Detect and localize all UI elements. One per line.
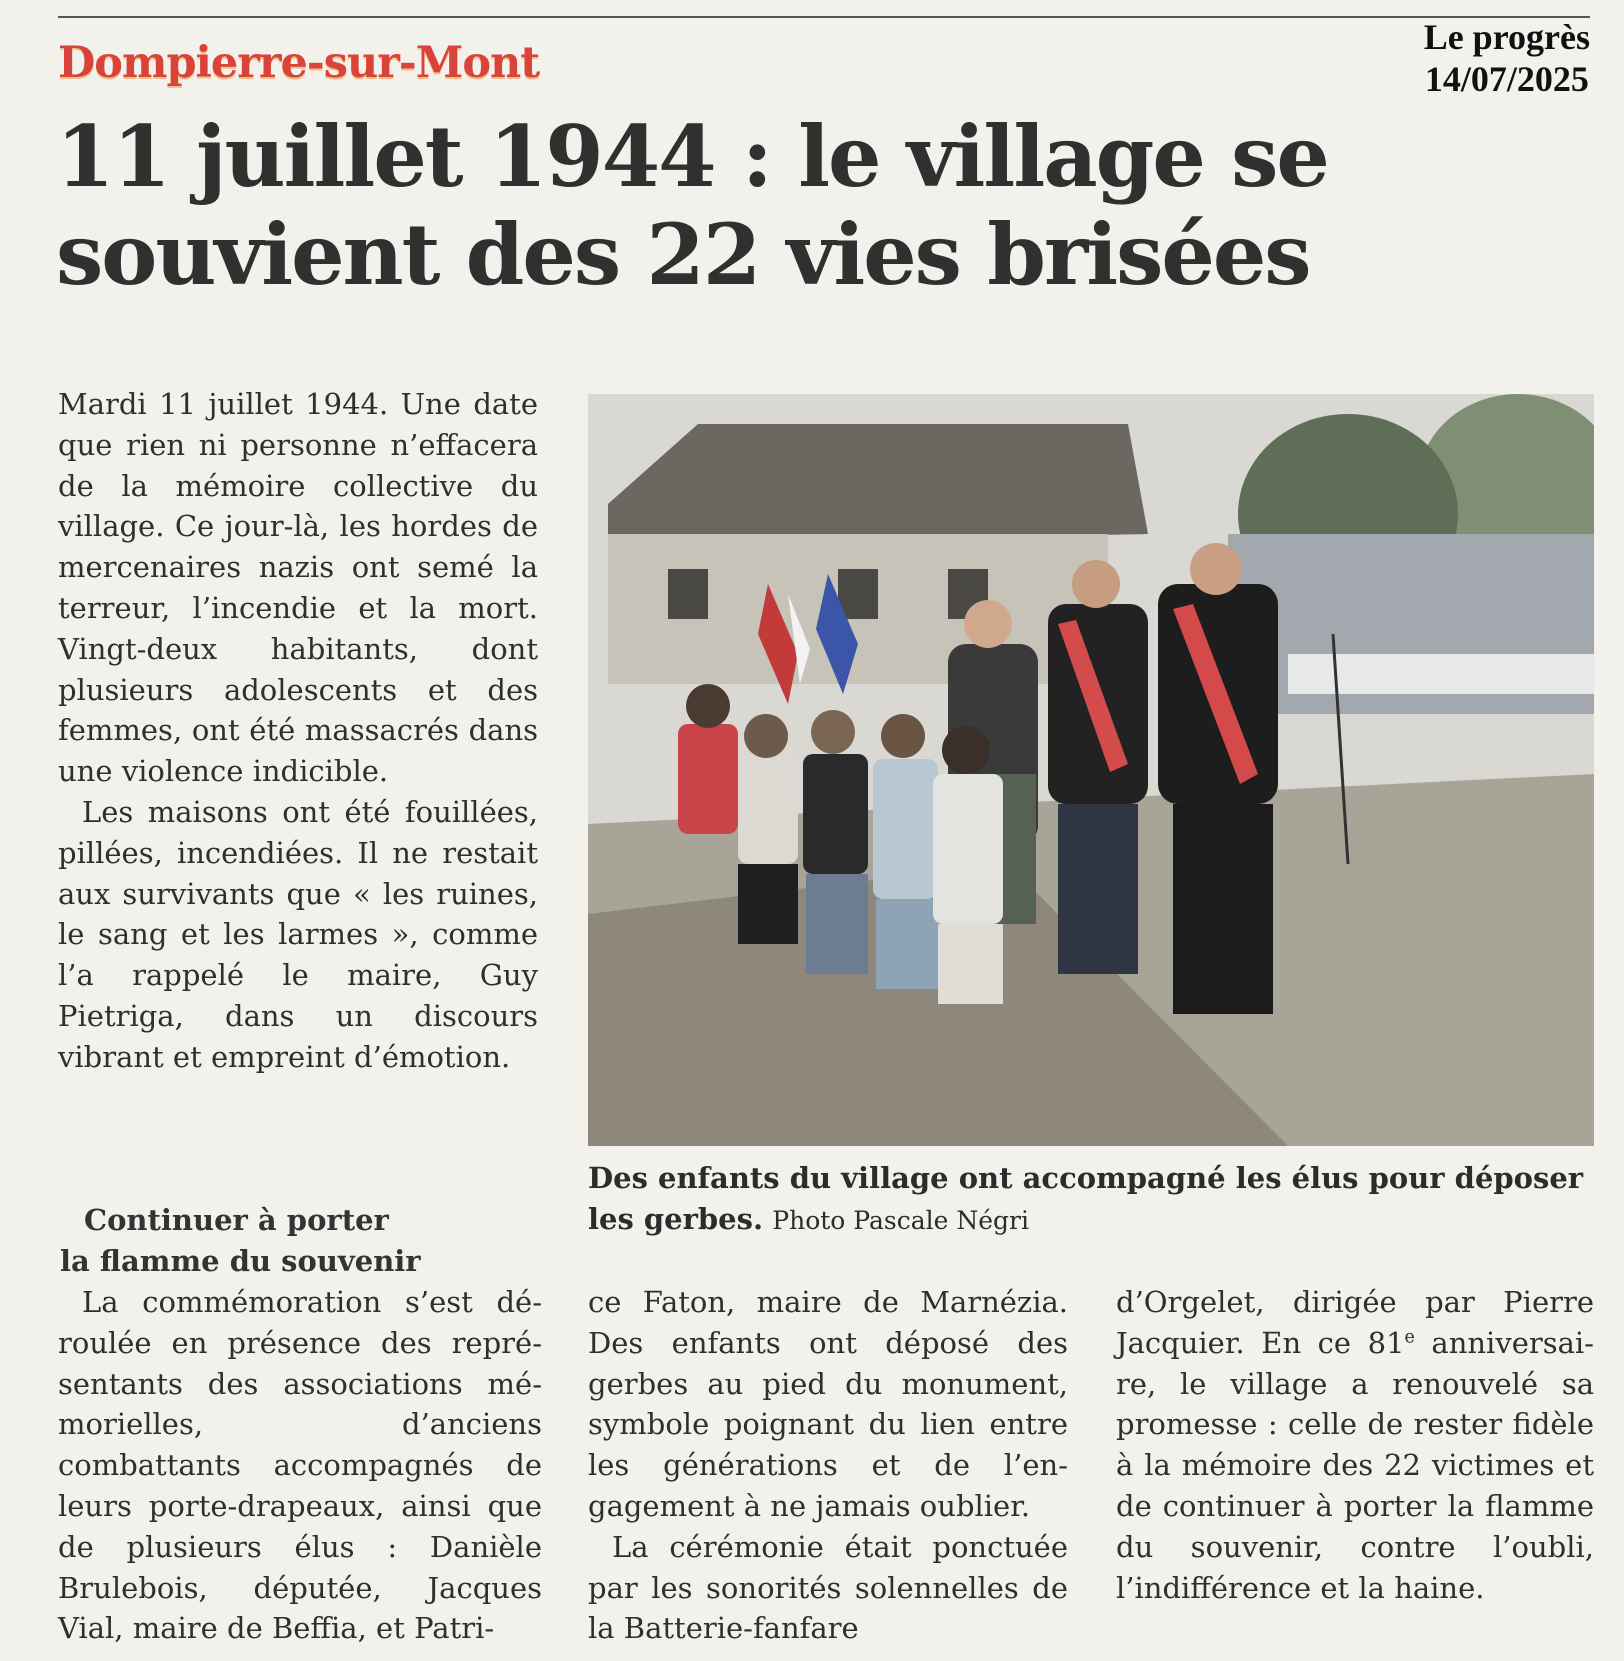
anniversary-text-b: anniversaire, le village a renouvelé sa promesse : celle de rester fidèle à la mémoire des 22 victimes et de continuer à porter la flamme du souvenir, contre l’oubli, l’indifférence et la haine. — [1116, 1325, 1594, 1605]
publication-date: 14/07/2025 — [1424, 59, 1589, 99]
photo-credit: Photo Pascale Négri — [772, 1206, 1029, 1235]
body-paragraph-anniversary — [1116, 1282, 1594, 1608]
subhead-line-1: Continuer à porter — [84, 1203, 389, 1237]
intro-paragraph-2: Les maisons ont été fouillées, pillées, incendiées. Il ne restait aux survivants que « les ruines, le sang et les larmes », comme l’a rappelé le maire, Guy Pietriga, dans un discours vibrant et empreint d’émotion. — [58, 794, 538, 1074]
body-column-4 — [1116, 1282, 1594, 1608]
intro-paragraph-1: Mardi 11 juillet 1944. Une date que rien ni personne n’effacera de la mémoire collective du village. Ce jour-là, les hordes de mercenaires nazis ont semé la terreur, l’incendie et la mort. Vingt-deux habitants, dont plusieurs adolescents et des femmes, ont été massacrés dans une violence indicible. — [58, 387, 538, 789]
source-block — [1424, 16, 1590, 100]
ordinal-suffix: e — [1404, 1327, 1415, 1348]
subhead-line-2: la flamme du souvenir — [60, 1244, 421, 1278]
section-subhead — [60, 1200, 544, 1282]
commemoration-photo — [588, 394, 1594, 1146]
newspaper-name: Le progrès — [1423, 17, 1590, 57]
caption-text: Des enfants du village ont accompagné les élus pour déposer les gerbes. — [588, 1161, 1584, 1236]
body-column-2 — [58, 1282, 542, 1649]
anniversary-text-a: d’Orgelet, dirigée par Pierre Jacquier. En ce 81 — [1116, 1285, 1594, 1360]
photo-illustration — [588, 394, 1594, 1146]
headline: 11 juillet 1944 : le village se souvient des 22 vies brisées — [56, 107, 1328, 304]
body-paragraph-children: ce Faton, maire de Marnézia. Des enfants ont déposé des gerbes au pied du monument, symbole poignant du lien entre les générations et de l’engagement à ne jamais oublier. — [588, 1285, 1068, 1523]
body-column-3 — [588, 1282, 1068, 1649]
intro-column — [58, 384, 538, 1078]
location-kicker: Dompierre-sur-Mont — [58, 38, 540, 88]
body-paragraph-commemoration: La commémoration s’est déroulée en présence des représentants des associations mémorielles, d’anciens combattants accompagnés de leurs porte-drapeaux, ainsi que de plusieurs élus : Danièle Brulebois, députée, Jacques Vial, maire de Beffia, et Patri- — [58, 1285, 542, 1646]
top-rule — [58, 16, 1590, 18]
photo-caption — [588, 1158, 1598, 1241]
body-paragraph-ceremony: La cérémonie était ponctuée par les sonorités solennelles de la Batterie-fanfare — [588, 1529, 1068, 1646]
